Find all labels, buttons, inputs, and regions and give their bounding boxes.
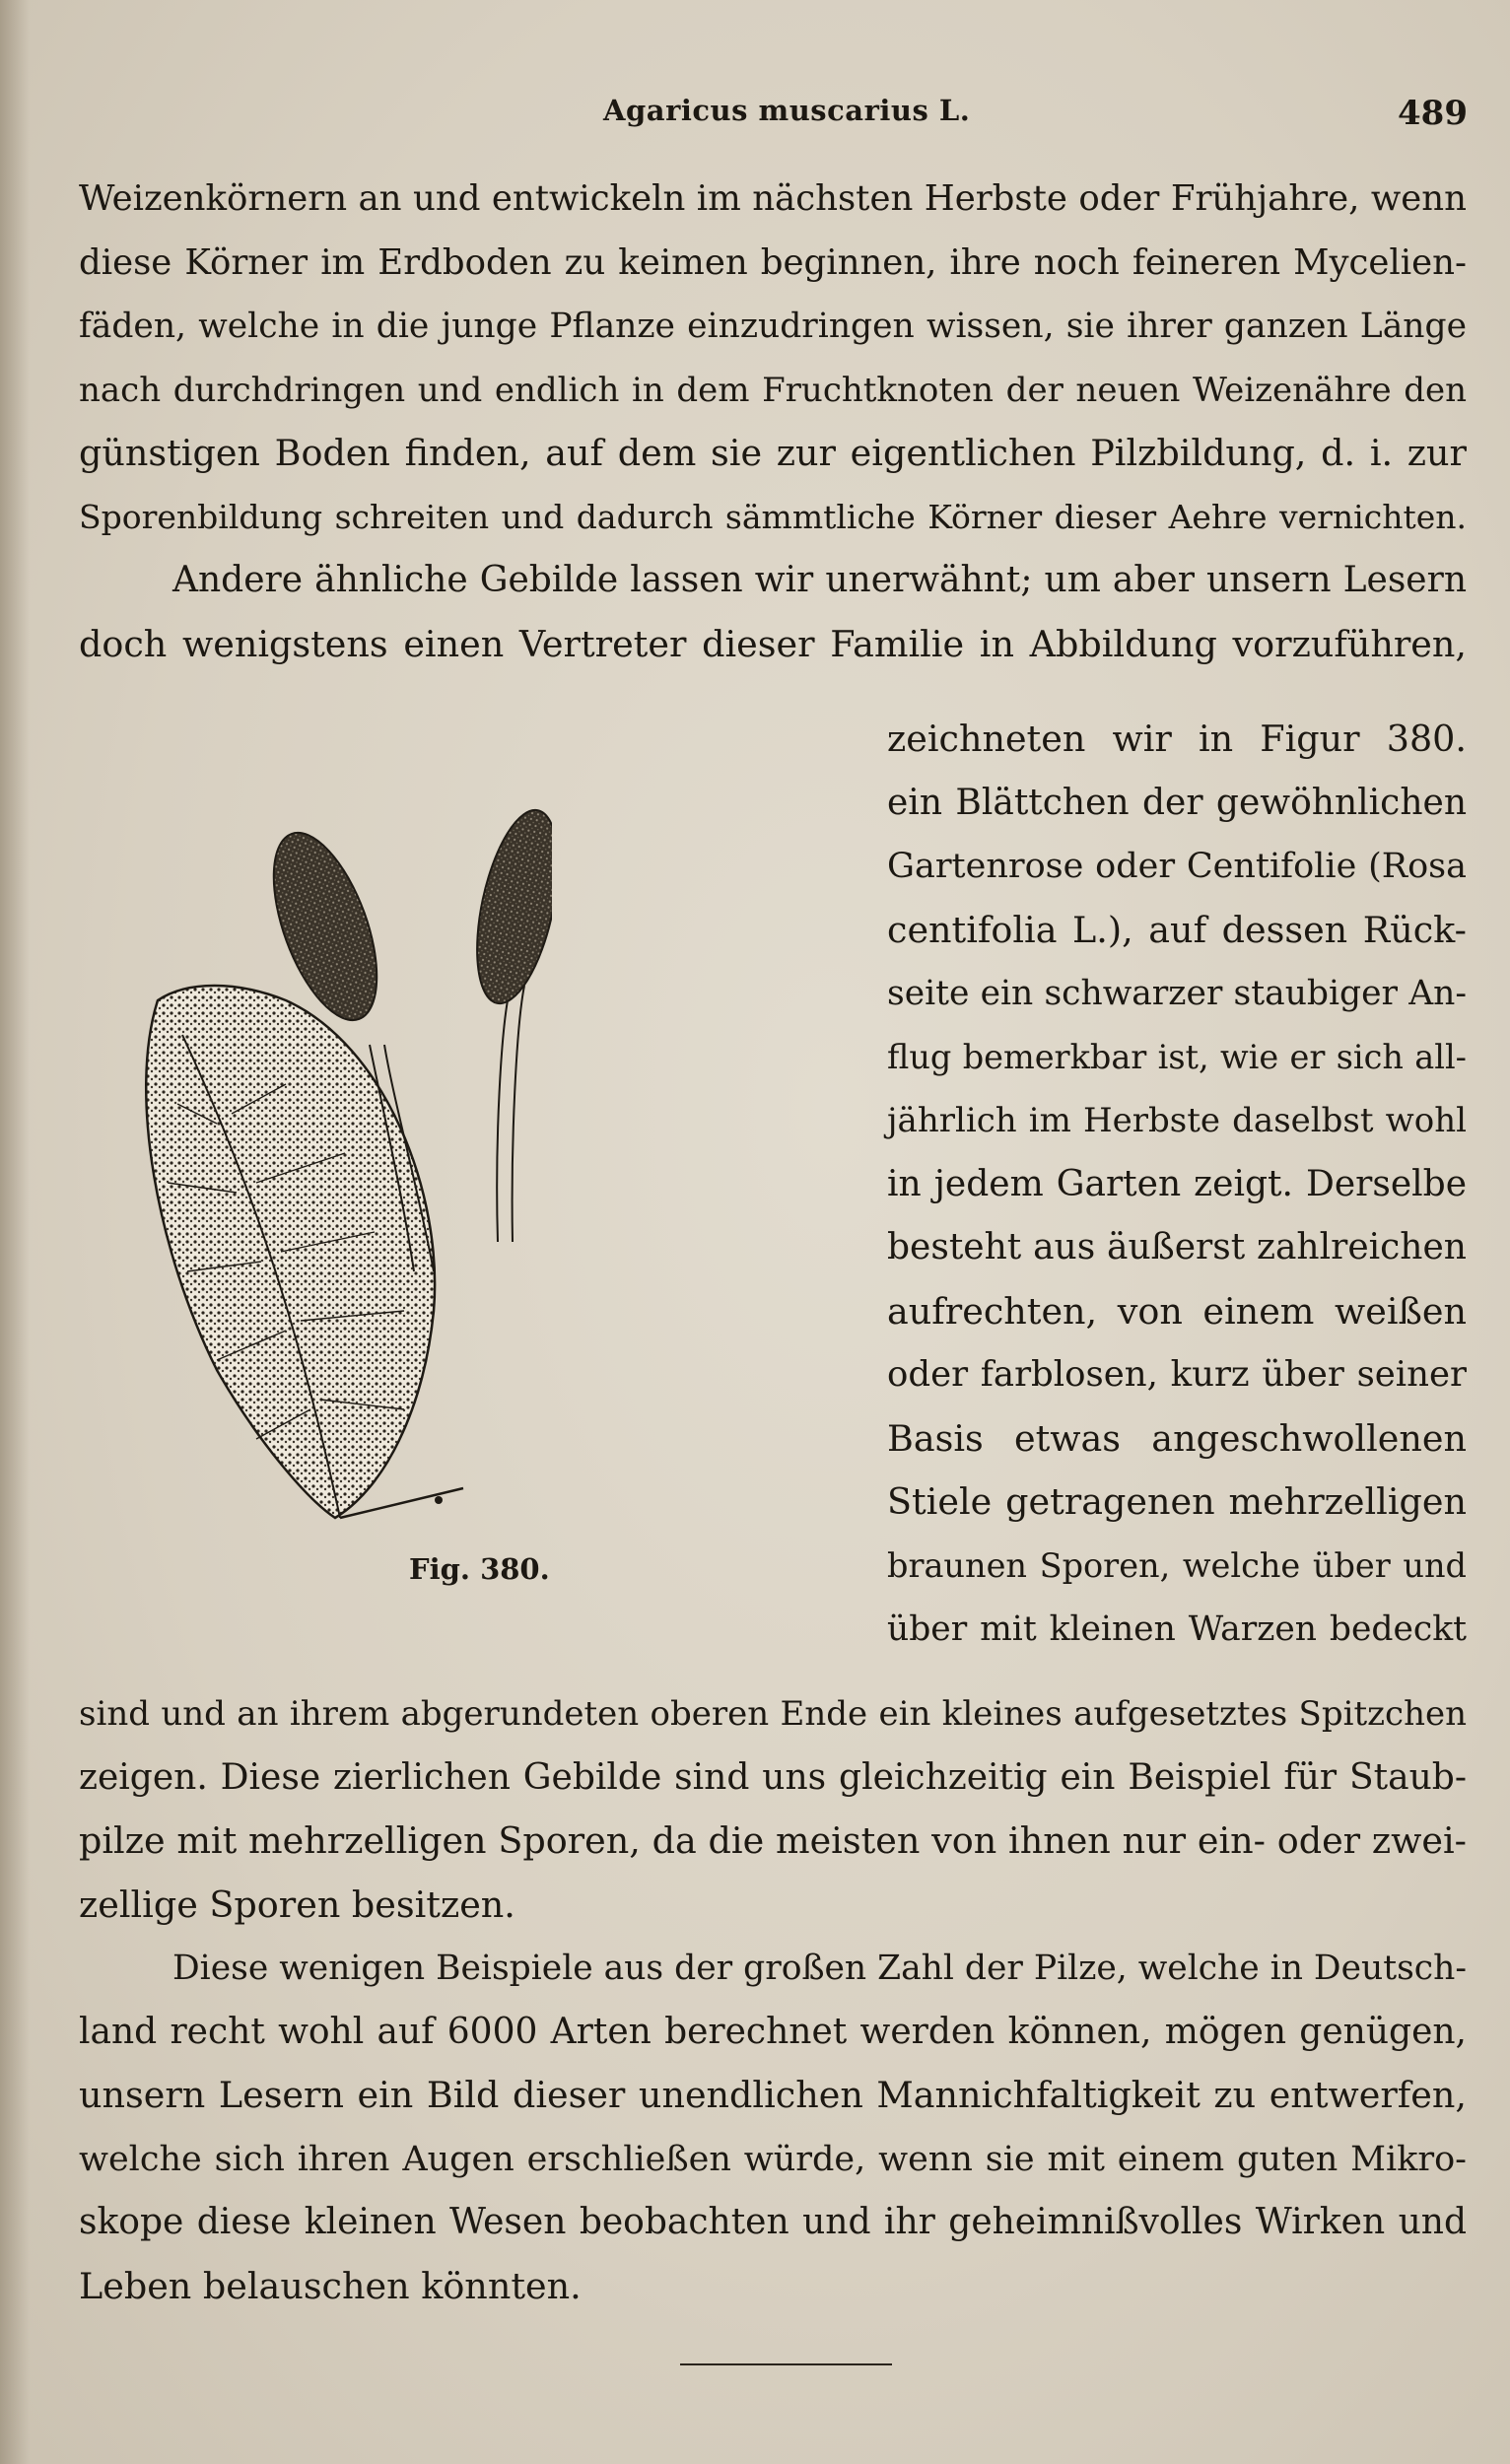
text-line: fäden, welche in die junge Pflanze einzudringen wissen, sie ihrer ganzen Länge xyxy=(79,307,1467,346)
text-line: Gartenrose oder Centifolie (Rosa xyxy=(887,847,1467,886)
text-line: Sporenbildung schreiten und dadurch sämmtliche Körner dieser Aehre vernichten. xyxy=(79,497,1467,536)
paragraph-bottom xyxy=(79,1682,1467,2318)
end-rule xyxy=(680,2363,892,2365)
paragraph-beside-figure xyxy=(887,708,1467,1662)
text-line: Diese wenigen Beispiele aus der großen Zahl der Pilze, welche in Deutsch- xyxy=(172,1949,1467,1988)
text-line: Andere ähnliche Gebilde lassen wir unerwähnt; um aber unsern Lesern xyxy=(172,560,1467,600)
text-line: Leben belauschen könnten. xyxy=(79,2264,582,2307)
text-line: doch wenigstens einen Vertreter dieser Familie in Abbildung vorzuführen, xyxy=(79,622,1467,665)
figure-caption: Fig. 380. xyxy=(409,1552,550,1586)
text-line: in jedem Garten zeigt. Derselbe xyxy=(887,1163,1467,1204)
text-line: pilze mit mehrzelligen Sporen, da die meisten von ihnen nur ein- oder zwei- xyxy=(79,1819,1467,1862)
text-line: Weizenkörnern an und entwickeln im nächsten Herbste oder Frühjahre, wenn xyxy=(79,178,1467,219)
text-line: sind und an ihrem abgerundeten oberen Ende ein kleines aufgesetztes Spitzchen xyxy=(79,1694,1467,1734)
text-line: jährlich im Herbste daselbst wohl xyxy=(887,1101,1467,1140)
text-line: braunen Sporen, welche über und xyxy=(887,1545,1467,1585)
text-line: oder farblosen, kurz über seiner xyxy=(887,1354,1467,1395)
text-line: besteht aus äußerst zahlreichen xyxy=(887,1227,1467,1267)
text-line: diese Körner im Erdboden zu keimen beginnen, ihre noch feineren Mycelien- xyxy=(79,241,1467,283)
text-line: nach durchdringen und endlich in dem Fruchtknoten der neuen Weizenähre den xyxy=(79,370,1467,410)
text-line: skope diese kleinen Wesen beobachten und ihr geheimnißvolles Wirken und xyxy=(79,2202,1467,2242)
text-line: über mit kleinen Warzen bedeckt xyxy=(887,1609,1467,1649)
paragraph-top xyxy=(79,168,1467,676)
rose-leaf xyxy=(146,986,463,1518)
text-line: unsern Lesern ein Bild dieser unendlichen Mannichfaltigkeit zu entwerfen, xyxy=(79,2074,1467,2116)
text-line: zeichneten wir in Figur 380. xyxy=(887,718,1467,760)
running-head: Agaricus muscarius L. xyxy=(603,94,971,127)
text-line: centifolia L.), auf dessen Rück- xyxy=(887,908,1467,951)
text-line: günstigen Boden finden, auf dem sie zur eigentlichen Pilzbildung, d. i. zur xyxy=(79,432,1467,474)
text-line: seite ein schwarzer staubiger An- xyxy=(887,974,1467,1013)
text-line: ein Blättchen der gewöhnlichen xyxy=(887,782,1467,823)
text-line: welche sich ihren Augen erschließen würde, wenn sie mit einem guten Mikro- xyxy=(79,2139,1467,2179)
text-line: Stiele getragenen mehrzelligen xyxy=(887,1480,1467,1523)
text-line: zeigen. Diese zierlichen Gebilde sind uns gleichzeitig ein Beispiel für Staub- xyxy=(79,1756,1467,1798)
figure-rose-leaf-fungus xyxy=(138,798,552,1567)
text-line: aufrechten, von einem weißen xyxy=(887,1289,1467,1333)
text-line: land recht wohl auf 6000 Arten berechnet werden können, mögen genügen, xyxy=(79,2011,1467,2052)
spore-right xyxy=(462,803,552,1242)
figure-illustration xyxy=(138,798,552,1567)
page-number: 489 xyxy=(1398,94,1468,133)
text-line: Basis etwas angeschwollenen xyxy=(887,1416,1467,1460)
page-gutter-shadow xyxy=(0,0,30,2464)
text-line: flug bemerkbar ist, wie er sich all- xyxy=(887,1037,1467,1076)
text-line: zellige Sporen besitzen. xyxy=(79,1882,515,1926)
